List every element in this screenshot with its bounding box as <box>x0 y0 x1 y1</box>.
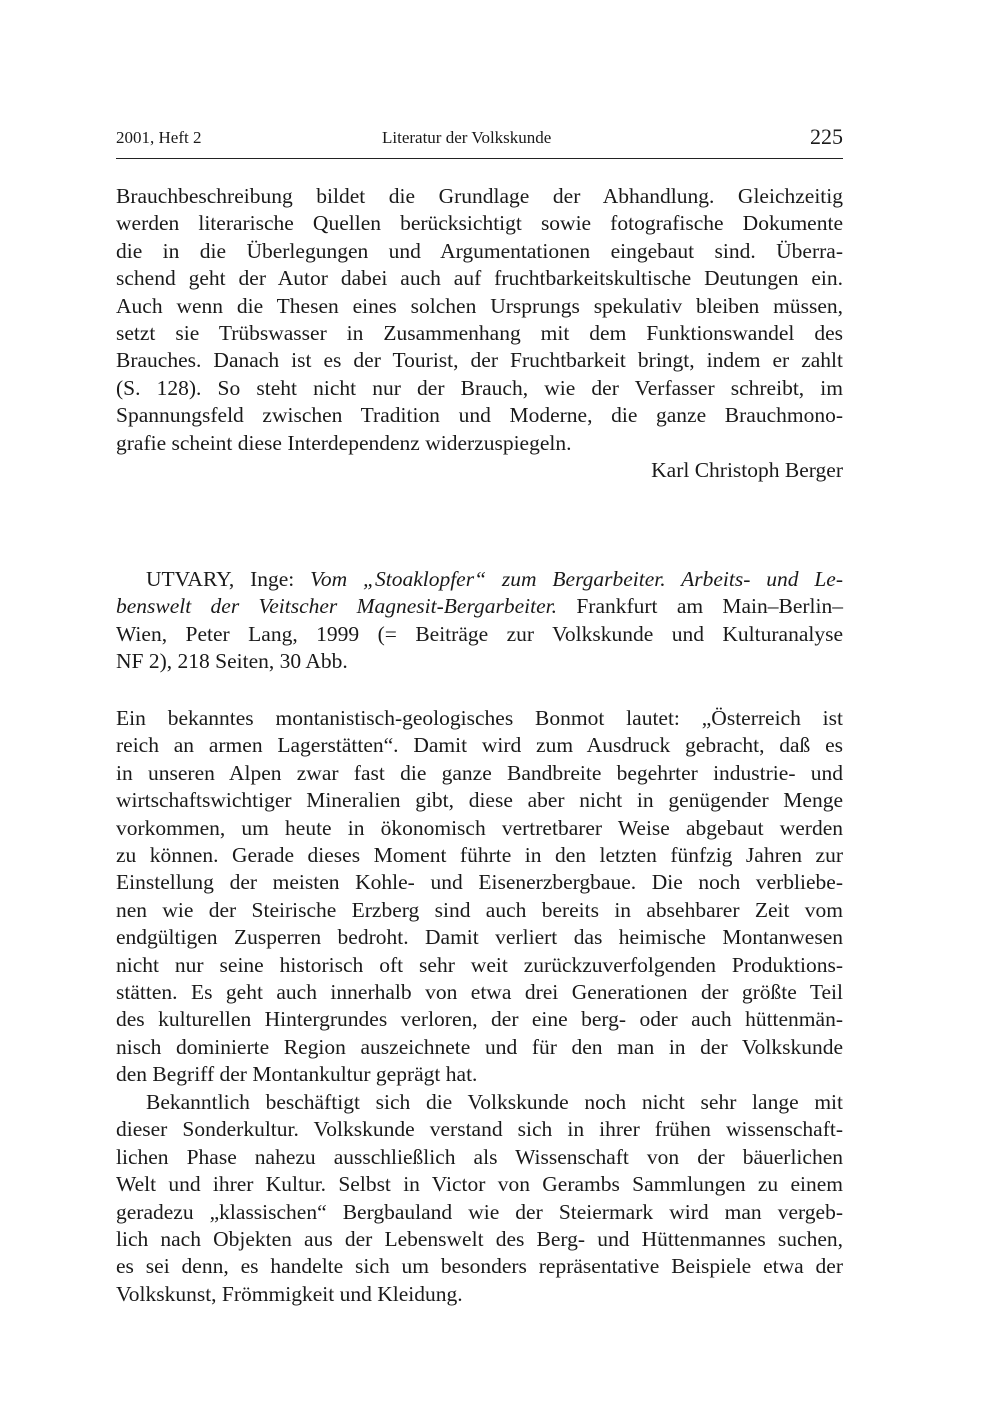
text-line: die in die Überlegungen und Argumentationen eingebaut sind. Überra- <box>116 238 843 263</box>
citation-line <box>116 566 843 593</box>
text-line: Volkskunst, Frömmigkeit und Kleidung. <box>116 1281 463 1306</box>
text-line: lichen Phase nahezu ausschließlich als Wissenschaft von der bäuerlichen <box>116 1144 843 1169</box>
citation-publisher: Frankfurt am Main–Berlin– <box>557 594 844 619</box>
citation-line: NF 2), 218 Seiten, 30 Abb. <box>116 649 348 674</box>
text-line: Welt und ihrer Kultur. Selbst in Victor von Gerambs Sammlungen zu einem <box>116 1172 843 1197</box>
citation-title: Vom „Stoaklopfer“ zum Bergarbeiter. Arbeits- und Le- <box>310 567 844 591</box>
text-line: den Begriff der Montankultur geprägt hat. <box>116 1062 478 1087</box>
text-line: es sei denn, es handelte sich um besonders repräsentative Beispiele etwa der <box>116 1254 843 1279</box>
text-line: reich an armen Lagerstätten“. Damit wird zum Ausdruck gebracht, daß es <box>116 733 843 758</box>
running-header <box>116 124 843 159</box>
text-line: Bekanntlich beschäftigt sich die Volkskunde noch nicht sehr lange mit <box>146 1090 843 1114</box>
text-line: Brauches. Danach ist es der Tourist, der Fruchtbarkeit bringt, indem er zahlt <box>116 348 843 373</box>
previous-review-continuation <box>116 183 843 484</box>
text-line: vorkommen, um heute in ökonomisch vertretbarer Weise abgebaut werden <box>116 815 843 840</box>
text-line: Brauchbeschreibung bildet die Grundlage der Abhandlung. Gleichzeitig <box>116 184 843 208</box>
text-line: Spannungsfeld zwischen Tradition und Moderne, die ganze Brauchmono- <box>116 403 843 428</box>
reviewer-signature: Karl Christoph Berger <box>651 457 843 482</box>
section-title: Literatur der Volkskunde <box>382 128 552 147</box>
text-line: geradezu „klassischen“ Bergbauland wie der Steiermark wird man vergeb- <box>116 1199 843 1224</box>
citation-author: UTVARY, Inge: <box>146 567 311 591</box>
text-line: Auch wenn die Thesen eines solchen Ursprungs spekulativ bleiben müssen, <box>116 293 843 318</box>
text-line: Ein bekanntes montanistisch-geologisches Bonmot lautet: „Österreich ist <box>116 706 843 730</box>
review-citation <box>116 566 843 676</box>
text-line: dieser Sonderkultur. Volkskunde verstand sich in ihrer frühen wissenschaft- <box>116 1117 843 1142</box>
page-number: 225 <box>810 124 843 149</box>
text-line: schend geht der Autor dabei auch auf fruchtbarkeitskultische Deutungen ein. <box>116 266 843 291</box>
text-line: grafie scheint diese Interdependenz widerzuspiegeln. <box>116 430 572 455</box>
text-line: des kulturellen Hintergrundes verloren, der eine berg- oder auch hüttenmän- <box>116 1007 843 1032</box>
text-line: zu können. Gerade dieses Moment führte in den letzten fünfzig Jahren zur <box>116 842 843 867</box>
issue-label: 2001, Heft 2 <box>116 128 202 147</box>
review-paragraph-1 <box>116 705 843 1088</box>
text-line: Einstellung der meisten Kohle- und Eisenerzbergbaue. Die noch verbliebe- <box>116 870 843 895</box>
text-line: in unseren Alpen zwar fast die ganze Bandbreite begehrter industrie- und <box>116 760 843 785</box>
text-line: wirtschaftswichtiger Mineralien gibt, diese aber nicht in genügender Menge <box>116 788 843 813</box>
text-line: stätten. Es geht auch innerhalb von etwa drei Generationen der größte Teil <box>116 979 843 1004</box>
citation-line <box>116 593 843 620</box>
text-line: endgültigen Zusperren bedroht. Damit verliert das heimische Montanwesen <box>116 925 843 950</box>
text-line: nisch dominierte Region auszeichnete und für den man in der Volkskunde <box>116 1034 843 1059</box>
citation-line: Wien, Peter Lang, 1999 (= Beiträge zur Volkskunde und Kulturanalyse <box>116 621 843 646</box>
text-line: nen wie der Steirische Erzberg sind auch bereits in absehbarer Zeit vom <box>116 897 843 922</box>
text-line: nicht nur seine historisch oft sehr weit zurückzuverfolgenden Produktions- <box>116 952 843 977</box>
text-line: setzt sie Trübswasser in Zusammenhang mit dem Funktionswandel des <box>116 320 843 345</box>
review-paragraph-2 <box>116 1089 843 1308</box>
text-line: lich nach Objekten aus der Lebenswelt des Berg- und Hüttenmannes suchen, <box>116 1226 843 1251</box>
text-line: werden literarische Quellen berücksichtigt sowie fotografische Dokumente <box>116 211 843 236</box>
text-line: (S. 128). So steht nicht nur der Brauch, wie der Verfasser schreibt, im <box>116 375 843 400</box>
citation-title-cont: benswelt der Veitscher Magnesit-Bergarbeiter. <box>116 594 558 619</box>
